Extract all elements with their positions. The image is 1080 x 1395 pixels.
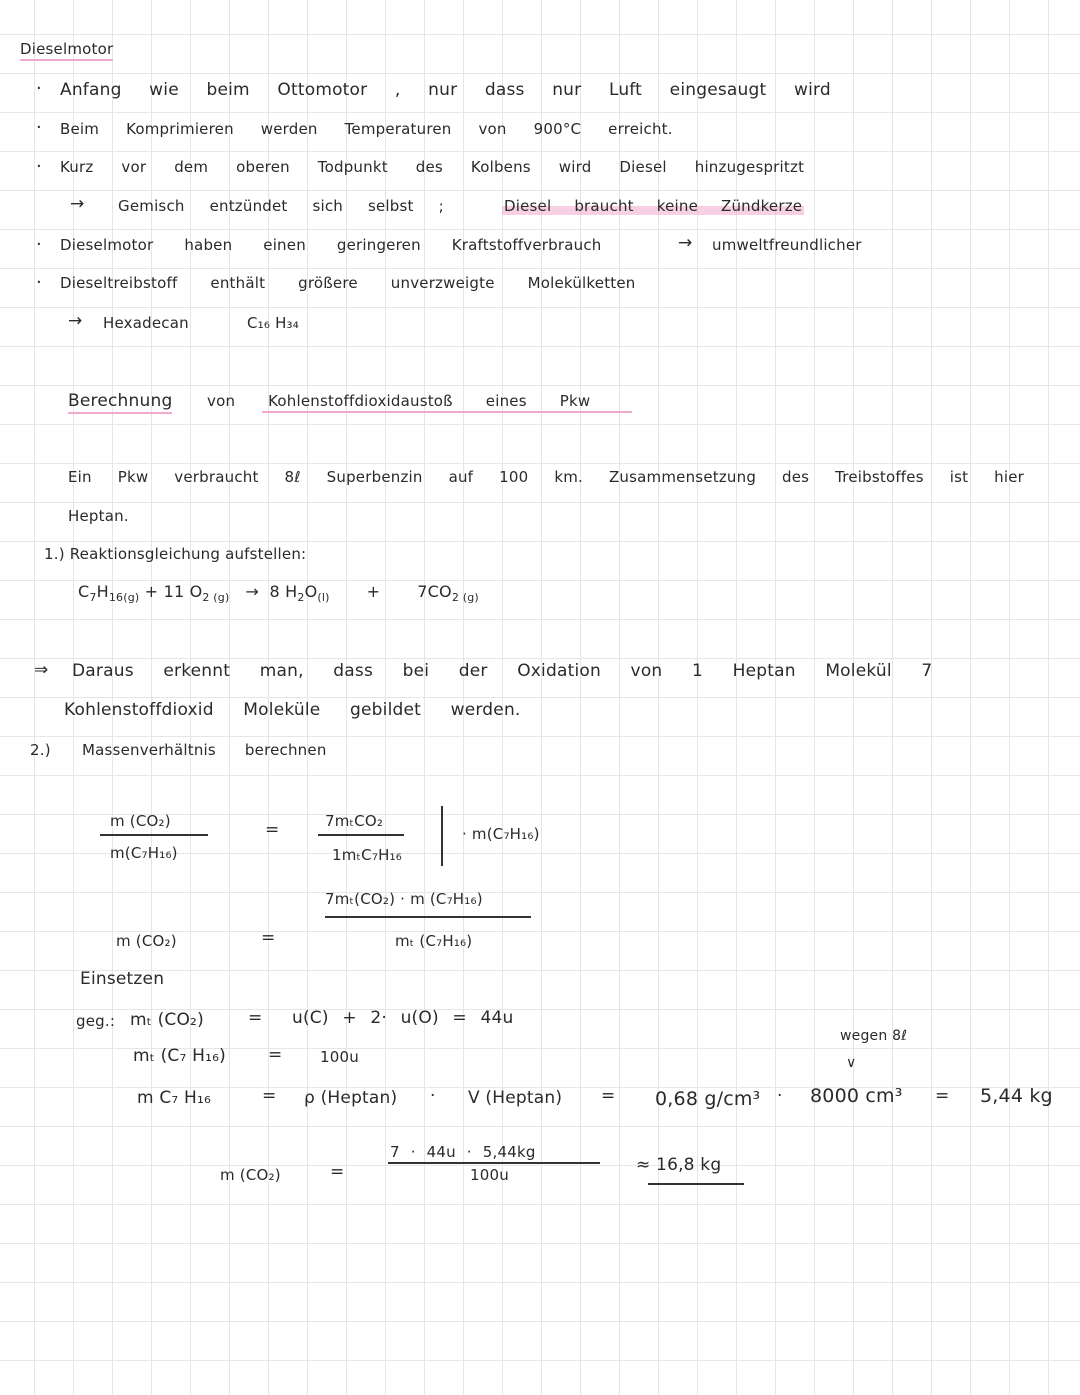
equals-sign: = — [935, 1086, 950, 1106]
given-right: u(C) + 2· u(O) = 44u — [292, 1008, 514, 1028]
fraction-numerator: 7 · 44u · 5,44kg — [390, 1143, 536, 1161]
given-left: mₜ (C₇ H₁₆) — [133, 1046, 226, 1066]
multiply-dot: · — [430, 1086, 436, 1106]
step-heading: 1.) Reaktionsgleichung aufstellen: — [44, 545, 307, 563]
intro-text: Heptan. — [68, 507, 129, 525]
step-number: 2.) — [30, 741, 51, 759]
bullet-dot: · — [36, 234, 42, 255]
arrow-icon: → — [70, 194, 85, 214]
arrow-icon: → — [68, 311, 83, 331]
arrow-icon: → — [678, 233, 693, 253]
fraction-numerator: 7mₜ(CO₂) · m (C₇H₁₆) — [325, 890, 483, 908]
reaction-equation: $C_7H_{16(g)} + 11$ $O_{2 (g)}$ → 8 $H_2O_{(l)}$ + $7CO_{2 (g)}$ — [78, 582, 479, 604]
bullet-dot: · — [36, 78, 42, 99]
equals-sign: = — [261, 928, 276, 948]
vertical-bar — [441, 806, 443, 866]
page-title: Dieselmotor — [20, 40, 113, 61]
equals-sign: = — [262, 1086, 277, 1106]
given-label: geg.: — [76, 1012, 116, 1030]
down-arrow-icon: ∨ — [846, 1055, 857, 1071]
formula-left: m (CO₂) — [116, 932, 177, 950]
section-label: Einsetzen — [80, 969, 165, 989]
fraction-bar — [388, 1162, 600, 1164]
bullet-text: Anfang wie beim Ottomotor , nur dass nur Luft eingesaugt wird — [60, 80, 831, 100]
fraction-numerator: 7mₜCO₂ — [325, 812, 384, 830]
equals-sign: = — [248, 1008, 263, 1028]
density-value: 0,68 g/cm³ — [655, 1088, 761, 1110]
arrow-note: Hexadecan — [103, 314, 189, 332]
formula: C₁₆ H₃₄ — [247, 314, 299, 332]
mass-heptan-value: 5,44 kg — [980, 1085, 1053, 1107]
conclusion-text: Kohlenstoffdioxid Moleküle gebildet werden. — [64, 700, 521, 720]
section-subtitle: von Kohlenstoffdioxidaustoß eines Pkw — [207, 392, 591, 410]
fraction-denominator: mₜ (C₇H₁₆) — [395, 932, 473, 950]
volume-value: 8000 cm³ — [810, 1085, 903, 1107]
bullet-text: Beim Komprimieren werden Temperaturen von 900°C erreicht. — [60, 120, 673, 138]
conclusion-text: Daraus erkennt man, dass bei der Oxidation von 1 Heptan Molekül 7 — [72, 661, 933, 681]
arrow-icon: → — [245, 582, 259, 601]
equals-sign: = — [601, 1086, 616, 1106]
given-right: 100u — [320, 1048, 359, 1066]
equals-sign: = — [268, 1045, 283, 1065]
section-title: Berechnung — [68, 391, 172, 414]
step-heading: Massenverhältnis berechnen — [82, 741, 327, 759]
arrow-note: Gemisch entzündet sich selbst ; — [118, 197, 444, 215]
section-underline — [262, 411, 632, 413]
result-underline — [648, 1180, 744, 1185]
multiply-dot: · — [777, 1086, 783, 1106]
fraction-denominator: 100u — [470, 1166, 509, 1184]
fraction-denominator: m(C₇H₁₆) — [110, 844, 178, 862]
annotation: wegen 8ℓ — [840, 1028, 908, 1044]
density-symbol: ρ (Heptan) — [304, 1088, 398, 1108]
bullet-dot: · — [36, 117, 42, 138]
highlighted-note: Diesel braucht keine Zündkerze — [504, 197, 803, 215]
arrow-note: umweltfreundlicher — [712, 236, 862, 254]
fraction-bar — [318, 834, 404, 836]
bullet-text: Kurz vor dem oberen Todpunkt des Kolbens wird Diesel hinzugespritzt — [60, 158, 805, 176]
fraction-bar — [325, 916, 531, 918]
bullet-text: Dieseltreibstoff enthält größere unverzweigte Molekülketten — [60, 274, 636, 292]
fraction-numerator: m (CO₂) — [110, 812, 171, 830]
equals-sign: = — [330, 1162, 345, 1182]
given-left: mₜ (CO₂) — [130, 1010, 204, 1030]
bullet-dot: · — [36, 272, 42, 293]
given-left: m C₇ H₁₆ — [137, 1088, 212, 1108]
fraction-bar — [100, 834, 208, 836]
equals-sign: = — [265, 820, 280, 840]
intro-text: Ein Pkw verbraucht 8ℓ Superbenzin auf 100 km. Zusammensetzung des Treibstoffes ist hier — [68, 468, 1025, 486]
bullet-text: Dieselmotor haben einen geringeren Kraftstoffverbrauch — [60, 236, 602, 254]
volume-symbol: V (Heptan) — [468, 1088, 563, 1108]
final-left: m (CO₂) — [220, 1166, 281, 1184]
multiplier: · m(C₇H₁₆) — [462, 825, 540, 843]
implies-icon: ⇒ — [34, 660, 49, 680]
fraction-denominator: 1mₜC₇H₁₆ — [332, 846, 402, 864]
final-result: ≈ 16,8 kg — [636, 1155, 722, 1175]
bullet-dot: · — [36, 156, 42, 177]
